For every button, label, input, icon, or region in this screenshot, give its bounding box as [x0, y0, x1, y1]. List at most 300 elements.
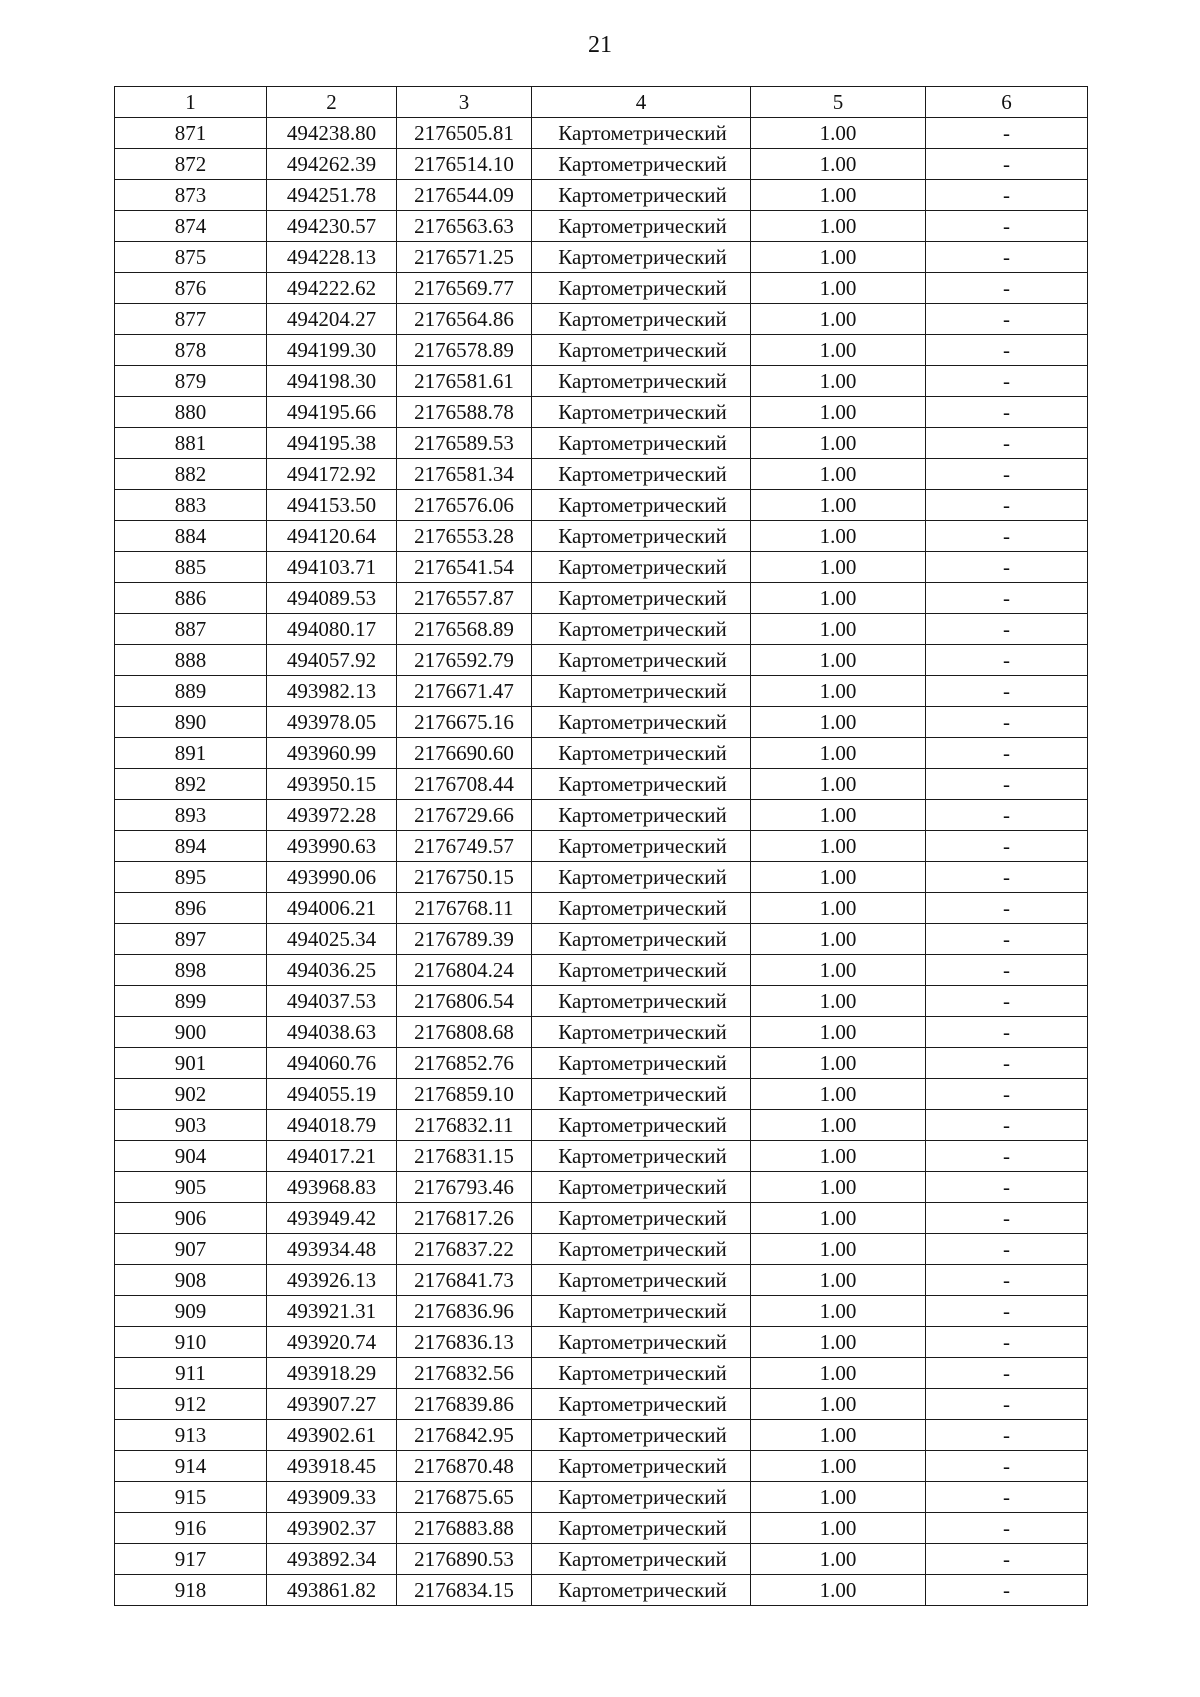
accuracy-cell: 1.00: [751, 707, 926, 738]
x-coordinate-cell: 493990.06: [267, 862, 397, 893]
column-header: 1: [115, 87, 267, 118]
point-number-cell: 887: [115, 614, 267, 645]
x-coordinate-cell: 494038.63: [267, 1017, 397, 1048]
note-cell: -: [926, 707, 1088, 738]
point-number-cell: 880: [115, 397, 267, 428]
y-coordinate-cell: 2176514.10: [397, 149, 532, 180]
method-cell: Картометрический: [532, 1544, 751, 1575]
table-header-row: [115, 87, 1088, 118]
y-coordinate-cell: 2176589.53: [397, 428, 532, 459]
accuracy-cell: 1.00: [751, 273, 926, 304]
point-number-cell: 879: [115, 366, 267, 397]
x-coordinate-cell: 494195.38: [267, 428, 397, 459]
table-row: [115, 552, 1088, 583]
method-cell: Картометрический: [532, 955, 751, 986]
accuracy-cell: 1.00: [751, 769, 926, 800]
point-number-cell: 900: [115, 1017, 267, 1048]
table-row: [115, 583, 1088, 614]
y-coordinate-cell: 2176708.44: [397, 769, 532, 800]
y-coordinate-cell: 2176750.15: [397, 862, 532, 893]
y-coordinate-cell: 2176729.66: [397, 800, 532, 831]
y-coordinate-cell: 2176749.57: [397, 831, 532, 862]
point-number-cell: 904: [115, 1141, 267, 1172]
note-cell: -: [926, 1327, 1088, 1358]
method-cell: Картометрический: [532, 1575, 751, 1606]
accuracy-cell: 1.00: [751, 1079, 926, 1110]
x-coordinate-cell: 493950.15: [267, 769, 397, 800]
method-cell: Картометрический: [532, 1172, 751, 1203]
x-coordinate-cell: 494172.92: [267, 459, 397, 490]
method-cell: Картометрический: [532, 180, 751, 211]
column-header: 4: [532, 87, 751, 118]
column-header: 6: [926, 87, 1088, 118]
y-coordinate-cell: 2176553.28: [397, 521, 532, 552]
note-cell: -: [926, 1420, 1088, 1451]
y-coordinate-cell: 2176834.15: [397, 1575, 532, 1606]
accuracy-cell: 1.00: [751, 1017, 926, 1048]
method-cell: Картометрический: [532, 552, 751, 583]
point-number-cell: 872: [115, 149, 267, 180]
note-cell: -: [926, 118, 1088, 149]
y-coordinate-cell: 2176675.16: [397, 707, 532, 738]
x-coordinate-cell: 494037.53: [267, 986, 397, 1017]
accuracy-cell: 1.00: [751, 521, 926, 552]
table-row: [115, 1141, 1088, 1172]
table-row: [115, 769, 1088, 800]
table-row: [115, 366, 1088, 397]
x-coordinate-cell: 494080.17: [267, 614, 397, 645]
x-coordinate-cell: 494238.80: [267, 118, 397, 149]
method-cell: Картометрический: [532, 707, 751, 738]
x-coordinate-cell: 494199.30: [267, 335, 397, 366]
accuracy-cell: 1.00: [751, 862, 926, 893]
y-coordinate-cell: 2176588.78: [397, 397, 532, 428]
point-number-cell: 896: [115, 893, 267, 924]
x-coordinate-cell: 493918.29: [267, 1358, 397, 1389]
note-cell: -: [926, 614, 1088, 645]
x-coordinate-cell: 494251.78: [267, 180, 397, 211]
y-coordinate-cell: 2176875.65: [397, 1482, 532, 1513]
y-coordinate-cell: 2176832.56: [397, 1358, 532, 1389]
y-coordinate-cell: 2176852.76: [397, 1048, 532, 1079]
point-number-cell: 908: [115, 1265, 267, 1296]
method-cell: Картометрический: [532, 614, 751, 645]
accuracy-cell: 1.00: [751, 180, 926, 211]
accuracy-cell: 1.00: [751, 335, 926, 366]
table-row: [115, 490, 1088, 521]
page-number: 21: [588, 32, 612, 58]
method-cell: Картометрический: [532, 1203, 751, 1234]
note-cell: -: [926, 1544, 1088, 1575]
accuracy-cell: 1.00: [751, 955, 926, 986]
x-coordinate-cell: 493921.31: [267, 1296, 397, 1327]
table-row: [115, 1482, 1088, 1513]
y-coordinate-cell: 2176581.34: [397, 459, 532, 490]
accuracy-cell: 1.00: [751, 676, 926, 707]
y-coordinate-cell: 2176836.13: [397, 1327, 532, 1358]
x-coordinate-cell: 494055.19: [267, 1079, 397, 1110]
method-cell: Картометрический: [532, 242, 751, 273]
table-row: [115, 1172, 1088, 1203]
note-cell: -: [926, 1017, 1088, 1048]
table-row: [115, 118, 1088, 149]
method-cell: Картометрический: [532, 1079, 751, 1110]
note-cell: -: [926, 1079, 1088, 1110]
point-number-cell: 874: [115, 211, 267, 242]
accuracy-cell: 1.00: [751, 614, 926, 645]
y-coordinate-cell: 2176768.11: [397, 893, 532, 924]
note-cell: -: [926, 1389, 1088, 1420]
x-coordinate-cell: 494230.57: [267, 211, 397, 242]
y-coordinate-cell: 2176831.15: [397, 1141, 532, 1172]
note-cell: -: [926, 1172, 1088, 1203]
x-coordinate-cell: 494060.76: [267, 1048, 397, 1079]
x-coordinate-cell: 494036.25: [267, 955, 397, 986]
x-coordinate-cell: 493920.74: [267, 1327, 397, 1358]
x-coordinate-cell: 494025.34: [267, 924, 397, 955]
point-number-cell: 884: [115, 521, 267, 552]
method-cell: Картометрический: [532, 924, 751, 955]
y-coordinate-cell: 2176690.60: [397, 738, 532, 769]
point-number-cell: 913: [115, 1420, 267, 1451]
point-number-cell: 907: [115, 1234, 267, 1265]
y-coordinate-cell: 2176578.89: [397, 335, 532, 366]
y-coordinate-cell: 2176806.54: [397, 986, 532, 1017]
method-cell: Картометрический: [532, 1451, 751, 1482]
point-number-cell: 910: [115, 1327, 267, 1358]
method-cell: Картометрический: [532, 366, 751, 397]
method-cell: Картометрический: [532, 1265, 751, 1296]
x-coordinate-cell: 493926.13: [267, 1265, 397, 1296]
y-coordinate-cell: 2176592.79: [397, 645, 532, 676]
y-coordinate-cell: 2176671.47: [397, 676, 532, 707]
method-cell: Картометрический: [532, 1048, 751, 1079]
point-number-cell: 876: [115, 273, 267, 304]
x-coordinate-cell: 494006.21: [267, 893, 397, 924]
accuracy-cell: 1.00: [751, 1358, 926, 1389]
note-cell: -: [926, 800, 1088, 831]
y-coordinate-cell: 2176568.89: [397, 614, 532, 645]
point-number-cell: 895: [115, 862, 267, 893]
point-number-cell: 877: [115, 304, 267, 335]
y-coordinate-cell: 2176817.26: [397, 1203, 532, 1234]
x-coordinate-cell: 494262.39: [267, 149, 397, 180]
note-cell: -: [926, 924, 1088, 955]
point-number-cell: 882: [115, 459, 267, 490]
table-row: [115, 707, 1088, 738]
x-coordinate-cell: 493902.61: [267, 1420, 397, 1451]
table-row: [115, 180, 1088, 211]
method-cell: Картометрический: [532, 1482, 751, 1513]
accuracy-cell: 1.00: [751, 1203, 926, 1234]
accuracy-cell: 1.00: [751, 490, 926, 521]
point-number-cell: 893: [115, 800, 267, 831]
table-row: [115, 893, 1088, 924]
table-row: [115, 304, 1088, 335]
point-number-cell: 873: [115, 180, 267, 211]
x-coordinate-cell: 494153.50: [267, 490, 397, 521]
method-cell: Картометрический: [532, 583, 751, 614]
table-row: [115, 1420, 1088, 1451]
accuracy-cell: 1.00: [751, 1544, 926, 1575]
accuracy-cell: 1.00: [751, 800, 926, 831]
method-cell: Картометрический: [532, 645, 751, 676]
table-row: [115, 676, 1088, 707]
method-cell: Картометрический: [532, 893, 751, 924]
method-cell: Картометрический: [532, 1389, 751, 1420]
table-row: [115, 149, 1088, 180]
note-cell: -: [926, 552, 1088, 583]
point-number-cell: 906: [115, 1203, 267, 1234]
note-cell: -: [926, 893, 1088, 924]
point-number-cell: 885: [115, 552, 267, 583]
x-coordinate-cell: 494089.53: [267, 583, 397, 614]
point-number-cell: 911: [115, 1358, 267, 1389]
note-cell: -: [926, 1048, 1088, 1079]
point-number-cell: 915: [115, 1482, 267, 1513]
y-coordinate-cell: 2176804.24: [397, 955, 532, 986]
point-number-cell: 901: [115, 1048, 267, 1079]
table-row: [115, 1296, 1088, 1327]
y-coordinate-cell: 2176581.61: [397, 366, 532, 397]
method-cell: Картометрический: [532, 149, 751, 180]
note-cell: -: [926, 1234, 1088, 1265]
x-coordinate-cell: 493978.05: [267, 707, 397, 738]
x-coordinate-cell: 493934.48: [267, 1234, 397, 1265]
table-row: [115, 1358, 1088, 1389]
table-row: [115, 1544, 1088, 1575]
y-coordinate-cell: 2176557.87: [397, 583, 532, 614]
note-cell: -: [926, 1513, 1088, 1544]
x-coordinate-cell: 493907.27: [267, 1389, 397, 1420]
y-coordinate-cell: 2176563.63: [397, 211, 532, 242]
y-coordinate-cell: 2176544.09: [397, 180, 532, 211]
note-cell: -: [926, 397, 1088, 428]
point-number-cell: 914: [115, 1451, 267, 1482]
table-row: [115, 1513, 1088, 1544]
y-coordinate-cell: 2176564.86: [397, 304, 532, 335]
method-cell: Картометрический: [532, 118, 751, 149]
accuracy-cell: 1.00: [751, 118, 926, 149]
accuracy-cell: 1.00: [751, 366, 926, 397]
point-number-cell: 875: [115, 242, 267, 273]
y-coordinate-cell: 2176883.88: [397, 1513, 532, 1544]
point-number-cell: 918: [115, 1575, 267, 1606]
point-number-cell: 886: [115, 583, 267, 614]
y-coordinate-cell: 2176841.73: [397, 1265, 532, 1296]
note-cell: -: [926, 180, 1088, 211]
note-cell: -: [926, 366, 1088, 397]
accuracy-cell: 1.00: [751, 924, 926, 955]
x-coordinate-cell: 494018.79: [267, 1110, 397, 1141]
note-cell: -: [926, 459, 1088, 490]
y-coordinate-cell: 2176837.22: [397, 1234, 532, 1265]
note-cell: -: [926, 211, 1088, 242]
point-number-cell: 898: [115, 955, 267, 986]
note-cell: -: [926, 521, 1088, 552]
method-cell: Картометрический: [532, 459, 751, 490]
table-row: [115, 1389, 1088, 1420]
accuracy-cell: 1.00: [751, 1420, 926, 1451]
method-cell: Картометрический: [532, 986, 751, 1017]
y-coordinate-cell: 2176569.77: [397, 273, 532, 304]
accuracy-cell: 1.00: [751, 893, 926, 924]
x-coordinate-cell: 493861.82: [267, 1575, 397, 1606]
accuracy-cell: 1.00: [751, 397, 926, 428]
x-coordinate-cell: 493902.37: [267, 1513, 397, 1544]
table-row: [115, 955, 1088, 986]
accuracy-cell: 1.00: [751, 1575, 926, 1606]
accuracy-cell: 1.00: [751, 552, 926, 583]
accuracy-cell: 1.00: [751, 1513, 926, 1544]
point-number-cell: 902: [115, 1079, 267, 1110]
x-coordinate-cell: 493982.13: [267, 676, 397, 707]
point-number-cell: 909: [115, 1296, 267, 1327]
accuracy-cell: 1.00: [751, 211, 926, 242]
note-cell: -: [926, 1110, 1088, 1141]
note-cell: -: [926, 304, 1088, 335]
y-coordinate-cell: 2176870.48: [397, 1451, 532, 1482]
point-number-cell: 894: [115, 831, 267, 862]
method-cell: Картометрический: [532, 769, 751, 800]
point-number-cell: 871: [115, 118, 267, 149]
method-cell: Картометрический: [532, 862, 751, 893]
method-cell: Картометрический: [532, 1234, 751, 1265]
y-coordinate-cell: 2176832.11: [397, 1110, 532, 1141]
note-cell: -: [926, 335, 1088, 366]
note-cell: -: [926, 986, 1088, 1017]
table-row: [115, 1079, 1088, 1110]
method-cell: Картометрический: [532, 800, 751, 831]
point-number-cell: 916: [115, 1513, 267, 1544]
accuracy-cell: 1.00: [751, 242, 926, 273]
column-header: 5: [751, 87, 926, 118]
method-cell: Картометрический: [532, 304, 751, 335]
point-number-cell: 912: [115, 1389, 267, 1420]
table-row: [115, 862, 1088, 893]
method-cell: Картометрический: [532, 1327, 751, 1358]
accuracy-cell: 1.00: [751, 831, 926, 862]
x-coordinate-cell: 493960.99: [267, 738, 397, 769]
table-body: [115, 118, 1088, 1606]
y-coordinate-cell: 2176789.39: [397, 924, 532, 955]
accuracy-cell: 1.00: [751, 1482, 926, 1513]
accuracy-cell: 1.00: [751, 1048, 926, 1079]
accuracy-cell: 1.00: [751, 1327, 926, 1358]
note-cell: -: [926, 1482, 1088, 1513]
table-row: [115, 1110, 1088, 1141]
method-cell: Картометрический: [532, 1358, 751, 1389]
accuracy-cell: 1.00: [751, 738, 926, 769]
y-coordinate-cell: 2176571.25: [397, 242, 532, 273]
x-coordinate-cell: 493909.33: [267, 1482, 397, 1513]
table-row: [115, 1575, 1088, 1606]
table-row: [115, 1203, 1088, 1234]
accuracy-cell: 1.00: [751, 304, 926, 335]
table-row: [115, 335, 1088, 366]
x-coordinate-cell: 494198.30: [267, 366, 397, 397]
coordinates-table: [114, 86, 1088, 1606]
table-row: [115, 800, 1088, 831]
accuracy-cell: 1.00: [751, 1141, 926, 1172]
table-row: [115, 614, 1088, 645]
method-cell: Картометрический: [532, 1141, 751, 1172]
y-coordinate-cell: 2176890.53: [397, 1544, 532, 1575]
note-cell: -: [926, 1358, 1088, 1389]
accuracy-cell: 1.00: [751, 645, 926, 676]
accuracy-cell: 1.00: [751, 1451, 926, 1482]
accuracy-cell: 1.00: [751, 1296, 926, 1327]
table-row: [115, 924, 1088, 955]
note-cell: -: [926, 428, 1088, 459]
x-coordinate-cell: 493892.34: [267, 1544, 397, 1575]
method-cell: Картометрический: [532, 490, 751, 521]
y-coordinate-cell: 2176793.46: [397, 1172, 532, 1203]
y-coordinate-cell: 2176808.68: [397, 1017, 532, 1048]
note-cell: -: [926, 831, 1088, 862]
note-cell: -: [926, 149, 1088, 180]
x-coordinate-cell: 494057.92: [267, 645, 397, 676]
note-cell: -: [926, 955, 1088, 986]
y-coordinate-cell: 2176842.95: [397, 1420, 532, 1451]
method-cell: Картометрический: [532, 397, 751, 428]
method-cell: Картометрический: [532, 1513, 751, 1544]
y-coordinate-cell: 2176505.81: [397, 118, 532, 149]
point-number-cell: 881: [115, 428, 267, 459]
point-number-cell: 889: [115, 676, 267, 707]
accuracy-cell: 1.00: [751, 986, 926, 1017]
point-number-cell: 883: [115, 490, 267, 521]
note-cell: -: [926, 862, 1088, 893]
point-number-cell: 917: [115, 1544, 267, 1575]
table-row: [115, 521, 1088, 552]
note-cell: -: [926, 769, 1088, 800]
table-row: [115, 1017, 1088, 1048]
method-cell: Картометрический: [532, 273, 751, 304]
point-number-cell: 892: [115, 769, 267, 800]
table-row: [115, 211, 1088, 242]
point-number-cell: 878: [115, 335, 267, 366]
accuracy-cell: 1.00: [751, 583, 926, 614]
y-coordinate-cell: 2176576.06: [397, 490, 532, 521]
accuracy-cell: 1.00: [751, 1265, 926, 1296]
table-row: [115, 645, 1088, 676]
table-row: [115, 831, 1088, 862]
x-coordinate-cell: 494103.71: [267, 552, 397, 583]
point-number-cell: 888: [115, 645, 267, 676]
point-number-cell: 899: [115, 986, 267, 1017]
table-row: [115, 459, 1088, 490]
method-cell: Картометрический: [532, 1017, 751, 1048]
note-cell: -: [926, 1575, 1088, 1606]
method-cell: Картометрический: [532, 1420, 751, 1451]
accuracy-cell: 1.00: [751, 1234, 926, 1265]
accuracy-cell: 1.00: [751, 1110, 926, 1141]
x-coordinate-cell: 493968.83: [267, 1172, 397, 1203]
method-cell: Картометрический: [532, 676, 751, 707]
y-coordinate-cell: 2176836.96: [397, 1296, 532, 1327]
method-cell: Картометрический: [532, 428, 751, 459]
y-coordinate-cell: 2176859.10: [397, 1079, 532, 1110]
point-number-cell: 905: [115, 1172, 267, 1203]
table-row: [115, 1265, 1088, 1296]
column-header: 2: [267, 87, 397, 118]
table-row: [115, 1048, 1088, 1079]
point-number-cell: 897: [115, 924, 267, 955]
table-row: [115, 738, 1088, 769]
table-row: [115, 397, 1088, 428]
note-cell: -: [926, 1451, 1088, 1482]
